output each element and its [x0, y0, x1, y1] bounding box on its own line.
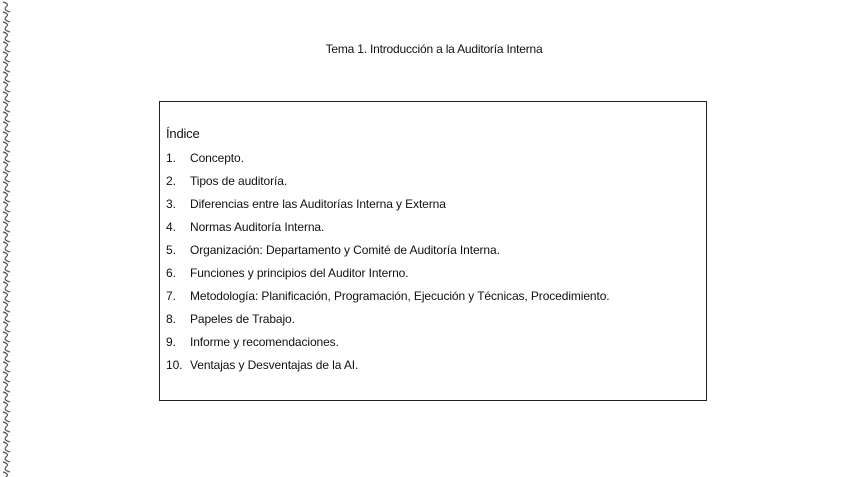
index-heading: Índice [166, 126, 200, 141]
index-item [166, 311, 610, 334]
index-item [166, 357, 610, 380]
index-item-text: Concepto. [190, 151, 244, 165]
spiral-binding-border [0, 0, 14, 477]
index-item-text: Metodología: Planificación, Programación, Ejecución y Técnicas, Procedimiento. [190, 289, 610, 303]
index-item [166, 150, 610, 173]
index-item [166, 196, 610, 219]
index-item-text: Tipos de auditoría. [190, 174, 288, 188]
index-item-number: 2. [166, 174, 176, 188]
index-item-number: 3. [166, 197, 176, 211]
index-item-text: Informe y recomendaciones. [190, 335, 339, 349]
index-item [166, 288, 610, 311]
index-item-number: 1. [166, 151, 176, 165]
index-box [159, 101, 707, 401]
index-item-number: 9. [166, 335, 176, 349]
index-item-text: Ventajas y Desventajas de la AI. [190, 358, 359, 372]
index-item-number: 4. [166, 220, 176, 234]
index-item-text: Funciones y principios del Auditor Interno. [190, 266, 409, 280]
index-list [166, 150, 610, 380]
index-item [166, 265, 610, 288]
page-title: Tema 1. Introducción a la Auditoría Interna [325, 42, 543, 56]
index-item-number: 5. [166, 243, 176, 257]
index-item-text: Organización: Departamento y Comité de Auditoría Interna. [190, 243, 500, 257]
index-item [166, 242, 610, 265]
index-item [166, 334, 610, 357]
index-item-number: 8. [166, 312, 176, 326]
index-item-number: 7. [166, 289, 176, 303]
index-item-number: 10. [166, 358, 183, 372]
index-item-text: Normas Auditoría Interna. [190, 220, 325, 234]
index-item [166, 173, 610, 196]
index-item [166, 219, 610, 242]
index-item-number: 6. [166, 266, 176, 280]
index-item-text: Diferencias entre las Auditorías Interna y Externa [190, 197, 446, 211]
index-item-text: Papeles de Trabajo. [190, 312, 295, 326]
